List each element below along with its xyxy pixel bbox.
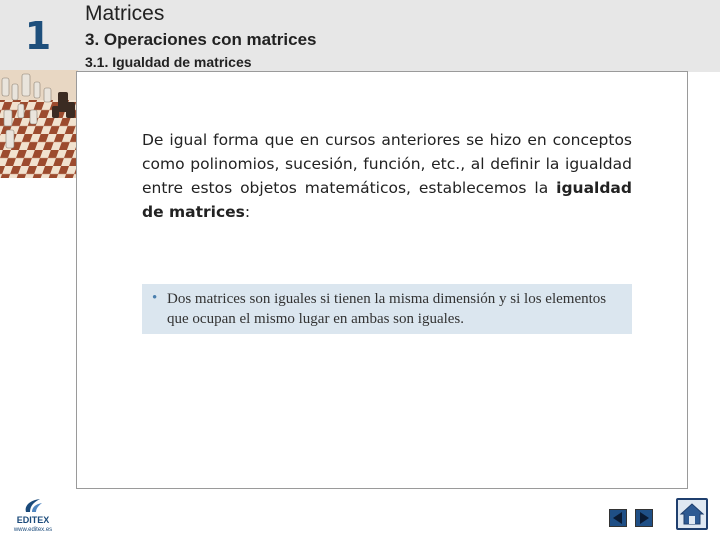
intro-paragraph [142,128,632,224]
page-title: Matrices [85,2,165,25]
arrow-left-icon [610,510,626,526]
definition-text: Dos matrices son iguales si tienen la misma dimensión y si los elementos que ocupan el mismo lugar en ambas son iguales. [167,291,607,327]
intro-text: De igual forma que en cursos anteriores se hizo en conceptos como polinomios, sucesión, función, etc., al definir la igualdad entre estos objetos matemáticos, establecemos la [142,131,632,197]
chapter-number: 1 [24,14,52,58]
editex-logo-icon [8,496,58,516]
definition-box [142,284,632,334]
home-icon [678,500,706,528]
editex-logo [8,496,58,536]
arrow-right-icon [636,510,652,526]
bullet-icon: • [152,290,158,306]
chess-image [0,70,78,178]
previous-button[interactable] [609,509,627,527]
logo-text: EDITEX [16,515,50,525]
logo-url: www.editex.es [13,527,53,533]
section-title: 3. Operaciones con matrices [85,30,317,49]
subsection-title: 3.1. Igualdad de matrices [85,54,252,70]
intro-end: : [244,203,251,221]
intro-bold-term: igualdad de matrices [142,179,632,221]
home-button[interactable] [676,498,708,530]
next-button[interactable] [635,509,653,527]
